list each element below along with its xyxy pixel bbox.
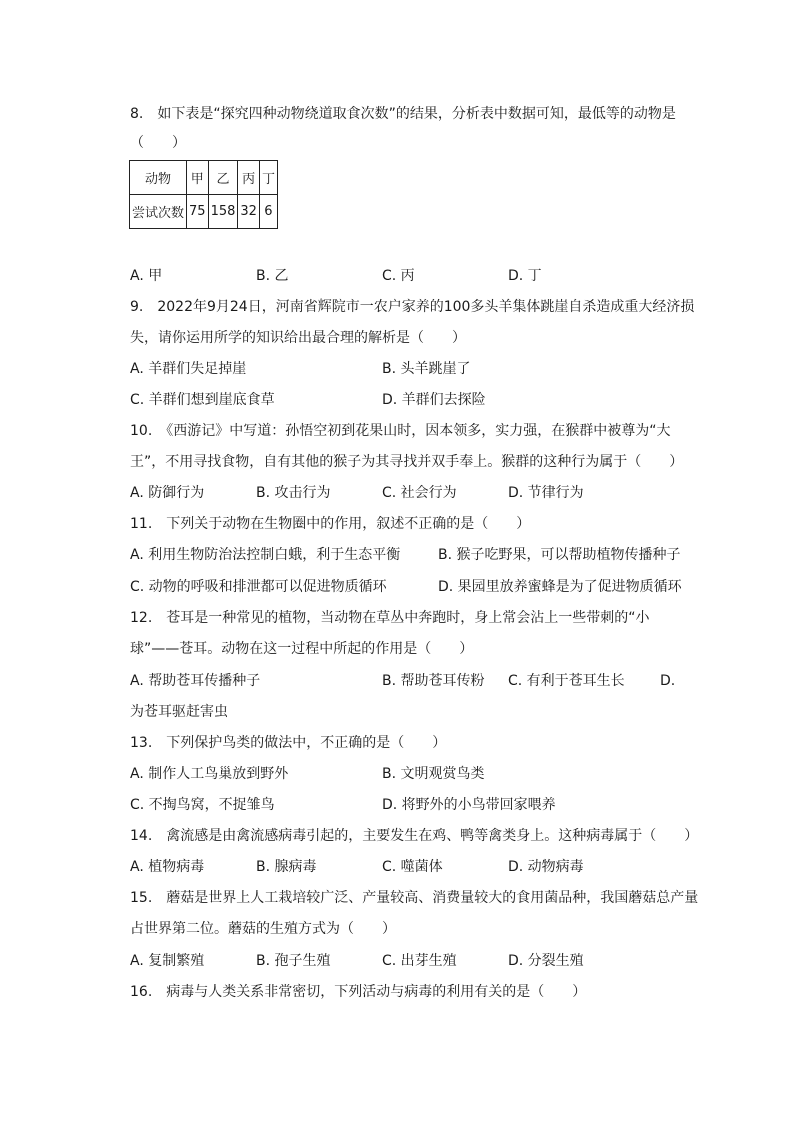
table-row (130, 161, 278, 195)
q13-option-d: D. 将野外的小鸟带回家喂养 (382, 797, 556, 813)
q12-option-b: B. 帮助苍耳传粉 (382, 673, 485, 689)
q9-stem-line2: 失，请你运用所学的知识给出最合理的解析是（ ） (130, 330, 466, 346)
q10-option-a: A. 防御行为 (130, 485, 205, 501)
q9-option-b: B. 头羊跳崖了 (382, 361, 471, 377)
table-cell: 158 (208, 195, 238, 229)
table-header-cell: 丁 (259, 161, 277, 195)
q11-option-c: C. 动物的呼吸和排泄都可以促进物质循环 (130, 579, 387, 595)
q15-stem-line1: 15. 蘑菇是世界上人工栽培较广泛、产量较高、消费量较大的食用菌品种，我国蘑菇总产量 (130, 890, 699, 906)
q9-option-d: D. 羊群们去探险 (382, 392, 486, 408)
q12-stem-line1: 12. 苍耳是一种常见的植物，当动物在草丛中奔跑时，身上常会沾上一些带刺的“小 (130, 610, 650, 626)
q14-option-a: A. 植物病毒 (130, 859, 205, 875)
q10-option-b: B. 攻击行为 (256, 485, 331, 501)
table-header-cell: 乙 (208, 161, 238, 195)
q12-option-d: D. (660, 673, 676, 689)
q14-option-c: C. 噬菌体 (382, 859, 443, 875)
q9-stem-line1: 9. 2022年9月24日，河南省辉院市一农户家养的100多头羊集体跳崖自杀造成重大经济损 (130, 299, 695, 315)
q11-option-b: B. 猴子吃野果，可以帮助植物传播种子 (438, 547, 681, 563)
q14-stem-line1: 14. 禽流感是由禽流感病毒引起的，主要发生在鸡、鸭等禽类身上。这种病毒属于（ ） (130, 828, 699, 844)
q15-option-d: D. 分裂生殖 (508, 953, 584, 969)
q13-option-c: C. 不掏鸟窝，不捉雏鸟 (130, 797, 275, 813)
q8-stem-line2: （ ） (130, 135, 186, 151)
q13-option-b: B. 文明观赏鸟类 (382, 766, 485, 782)
q8-option-c: C. 丙 (382, 268, 415, 284)
q11-option-a: A. 利用生物防治法控制白蛾，利于生态平衡 (130, 547, 401, 563)
q10-stem-line1: 10. 《西游记》中写道：孙悟空初到花果山时，因本领多，实力强，在猴群中被尊为“大 (130, 423, 671, 439)
q12-stem-line2: 球”——苍耳。动物在这一过程中所起的作用是（ ） (130, 641, 474, 657)
table-header-cell: 动物 (130, 161, 187, 195)
q15-option-c: C. 出芽生殖 (382, 953, 457, 969)
table-header-cell: 甲 (187, 161, 209, 195)
table-row (130, 195, 278, 229)
q15-stem-line2: 占世界第二位。蘑菇的生殖方式为（ ） (130, 921, 396, 937)
table-cell: 32 (238, 195, 260, 229)
q8-option-d: D. 丁 (508, 268, 542, 284)
q14-option-d: D. 动物病毒 (508, 859, 584, 875)
table-cell: 尝试次数 (130, 195, 187, 229)
q16-stem-line1: 16. 病毒与人类关系非常密切，下列活动与病毒的利用有关的是（ ） (130, 984, 587, 1000)
q12-option-c: C. 有利于苍耳生长 (508, 673, 625, 689)
q8-data-table (129, 160, 278, 229)
q8-stem-line1: 8. 如下表是“探究四种动物绕道取食次数”的结果，分析表中数据可知，最低等的动物是 (130, 106, 676, 122)
q11-stem-line1: 11. 下列关于动物在生物圈中的作用，叙述不正确的是（ ） (130, 516, 531, 532)
q12-option-d-continued: 为苍耳驱赶害虫 (130, 704, 228, 720)
q13-option-a: A. 制作人工鸟巢放到野外 (130, 766, 289, 782)
q8-option-a: A. 甲 (130, 268, 163, 284)
q10-option-d: D. 节律行为 (508, 485, 584, 501)
table-cell: 6 (259, 195, 277, 229)
table-header-cell: 丙 (238, 161, 260, 195)
table-cell: 75 (187, 195, 209, 229)
q8-option-b: B. 乙 (256, 268, 289, 284)
q15-option-a: A. 复制繁殖 (130, 953, 205, 969)
q9-option-a: A. 羊群们失足掉崖 (130, 361, 247, 377)
q13-stem-line1: 13. 下列保护鸟类的做法中，不正确的是（ ） (130, 735, 447, 751)
q12-option-a: A. 帮助苍耳传播种子 (130, 673, 261, 689)
q15-option-b: B. 孢子生殖 (256, 953, 331, 969)
q14-option-b: B. 腺病毒 (256, 859, 317, 875)
q9-option-c: C. 羊群们想到崖底食草 (130, 392, 275, 408)
q10-stem-line2: 王”，不用寻找食物，自有其他的猴子为其寻找并双手奉上。猴群的这种行为属于（ ） (130, 454, 684, 470)
q10-option-c: C. 社会行为 (382, 485, 457, 501)
q11-option-d: D. 果园里放养蜜蜂是为了促进物质循环 (438, 579, 682, 595)
